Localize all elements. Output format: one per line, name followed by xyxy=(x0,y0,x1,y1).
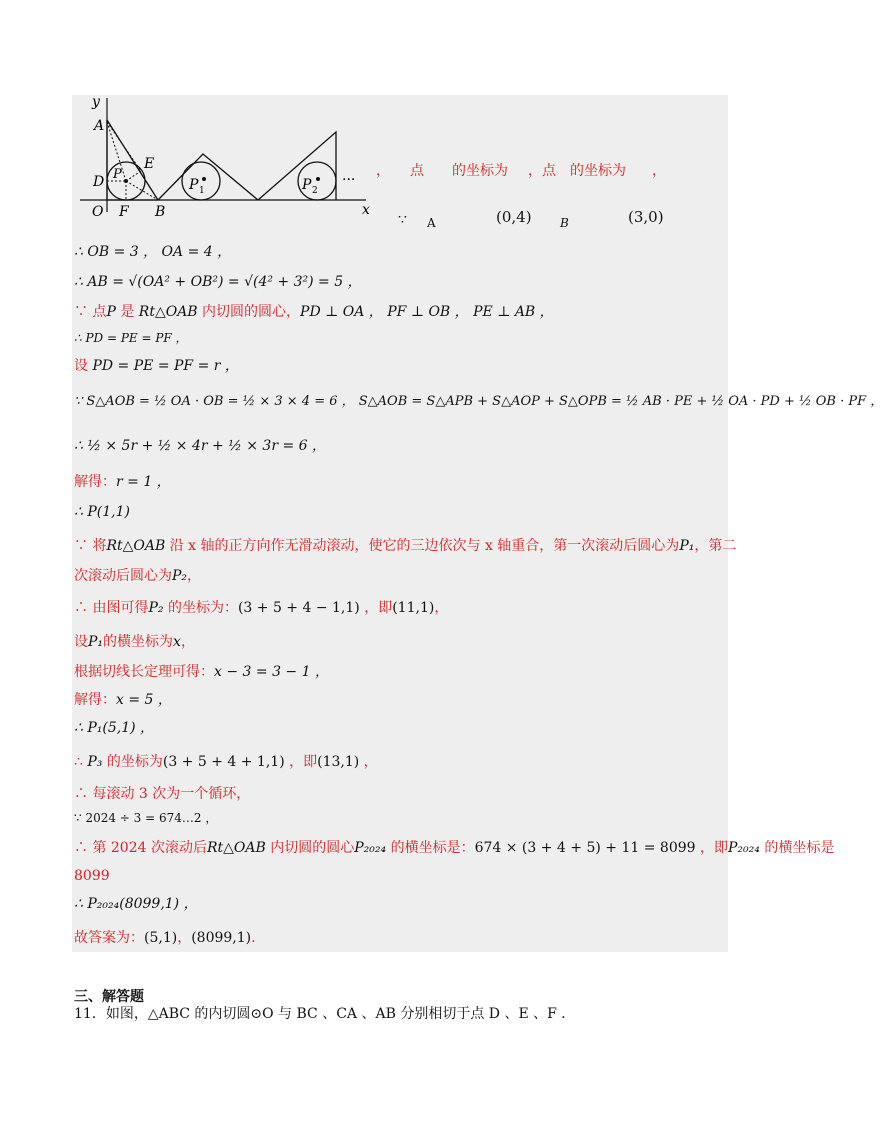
label-E: E xyxy=(144,156,155,172)
line-15-a: 解得： xyxy=(74,692,116,708)
coord-of-1: 的坐标为 xyxy=(452,163,508,179)
point-P xyxy=(124,179,128,183)
label-O: O xyxy=(92,204,104,220)
label-B: B xyxy=(155,204,166,220)
line-11 xyxy=(74,566,201,586)
line-20-b: Rt△OAB xyxy=(206,840,266,856)
line-8-a: 解得： xyxy=(74,474,116,490)
line-5 xyxy=(74,356,239,376)
label-x: x xyxy=(362,202,370,218)
line-17 xyxy=(74,752,378,772)
line-15 xyxy=(74,690,172,710)
word-dian-1: 点 xyxy=(410,163,424,179)
line-17-e: ，即 xyxy=(284,754,318,770)
line-3-c: 是 xyxy=(115,304,139,320)
line-17-c: 的坐标为 xyxy=(102,754,163,770)
line-12-g: ， xyxy=(434,600,449,616)
label-y: y xyxy=(92,94,100,110)
line-11-a: 次滚动后圆心为 xyxy=(74,568,172,584)
line-19: ∵ 2024 ÷ 3 = 674…2 ， xyxy=(74,811,218,825)
label-P1: P xyxy=(189,177,199,193)
line-20-a: ∴ 第 2024 次滚动后 xyxy=(74,840,207,856)
line-20-c: 内切圆的圆心 xyxy=(265,840,355,856)
comma-3: ， xyxy=(652,163,666,179)
line-12-f: (11,1) xyxy=(392,600,435,616)
line-16: ∴ P₁(5,1) ， xyxy=(74,720,155,736)
point-B-coord: (3,0) xyxy=(628,208,664,226)
label-P1-sub: 1 xyxy=(199,186,205,196)
comma-dian-2: ，点 xyxy=(528,163,556,179)
label-D: D xyxy=(93,174,105,190)
line-1: ∴ OB = 3 ， OA = 4 ， xyxy=(74,244,232,260)
line-13 xyxy=(74,632,195,652)
line-14-b: x − 3 = 3 − 1 ， xyxy=(214,664,329,680)
line-2: ∴ AB = √(OA² + OB²) = √(4² + 3²) = 5 ， xyxy=(74,274,362,290)
line-23-b: (5,1) xyxy=(144,930,178,946)
label-dots: ··· xyxy=(342,172,356,188)
line-20-d: P₂₀₂₄ xyxy=(354,840,387,856)
line-13-a: 设 xyxy=(74,634,88,650)
line-10-e: ，第二 xyxy=(694,538,737,554)
line-3-b: P xyxy=(106,304,116,320)
line-23-a: 故答案为： xyxy=(74,930,144,946)
line-17-g: ， xyxy=(359,754,378,770)
line-12-b: P₂ xyxy=(148,600,164,616)
point-A-label: A xyxy=(427,216,436,230)
line-10-d: P₁ xyxy=(679,538,695,554)
label-P: P xyxy=(113,167,122,182)
section-title: 三、解答题 xyxy=(74,989,144,1005)
line-22: ∴ P₂₀₂₄(8099,1) ， xyxy=(74,896,198,912)
line-23-d: (8099,1) xyxy=(191,930,252,946)
line-13-d: x xyxy=(173,634,181,650)
rolling-triangle-figure xyxy=(78,92,378,222)
line-20-i: 的横坐标是 xyxy=(759,840,835,856)
line-17-d: (3 + 5 + 4 + 1,1) xyxy=(162,754,285,770)
line-3-f: PD ⊥ OA ， PF ⊥ OB ， PE ⊥ AB ， xyxy=(300,304,554,320)
line-10-c: 沿 x 轴的正方向作无滑动滚动，使它的三边依次与 x 轴重合，第一次滚动后圆心为 xyxy=(165,538,680,554)
point-P2 xyxy=(316,177,320,181)
line-10-a: ∵ 将 xyxy=(74,538,107,554)
line-7: ∴ ½ × 5r + ½ × 4r + ½ × 3r = 6 ， xyxy=(74,438,327,454)
label-A: A xyxy=(94,118,105,134)
line-4: ∴ PD = PE = PF ， xyxy=(74,331,188,345)
because-symbol: ∵ xyxy=(398,212,407,228)
line-13-b: P₁ xyxy=(88,634,104,650)
line-13-c: 的横坐标为 xyxy=(103,634,174,650)
triangle-1 xyxy=(158,154,258,200)
comma-1: ， xyxy=(376,163,390,179)
line-12-e: ，即 xyxy=(359,600,393,616)
label-P2-sub: 2 xyxy=(312,186,318,196)
line-3-e: 内切圆的圆心， xyxy=(197,304,301,320)
line-18: ∴ 每滚动 3 次为一个循环， xyxy=(74,786,251,802)
line-20-e: 的横坐标是： xyxy=(386,840,475,856)
line-17-a: ∴ xyxy=(74,754,88,770)
line-3-d: Rt△OAB xyxy=(138,304,198,320)
line-13-e: ， xyxy=(180,634,195,650)
line-17-f: (13,1) xyxy=(317,754,360,770)
line-20-h: P₂₀₂₄ xyxy=(728,840,760,856)
line-3-a: ∵ 点 xyxy=(74,304,107,320)
line-3 xyxy=(74,302,554,322)
line-8-b: r = 1 ， xyxy=(116,474,171,490)
line-20-g: ，即 xyxy=(695,840,728,856)
line-6: ∵ S△AOB = ½ OA · OB = ½ × 3 × 4 = 6 ， S△AOB = S△APB + S△AOP + S△OPB = ½ AB · PE + ½ OA · PD + ½ OB · PF ， xyxy=(74,394,883,409)
line-12-c: 的坐标为： xyxy=(163,600,238,616)
line-23-e: . xyxy=(251,930,256,946)
triangle-2 xyxy=(258,132,336,200)
line-12-a: ∴ 由图可得 xyxy=(74,600,149,616)
point-B-label: B xyxy=(560,216,569,230)
line-23-c: ， xyxy=(177,930,192,946)
dash-AE xyxy=(107,122,141,171)
line-8 xyxy=(74,472,171,492)
line-11-c: ， xyxy=(187,568,202,584)
line-10-b: Rt△OAB xyxy=(106,538,166,554)
line-12 xyxy=(74,598,448,618)
line-5-a: 设 xyxy=(74,358,93,374)
label-P2: P xyxy=(302,177,312,193)
line-20-f: 674 × (3 + 4 + 5) + 11 = 8099 xyxy=(474,840,696,856)
line-21: 8099 xyxy=(74,868,110,884)
line-15-b: x = 5 ， xyxy=(116,692,172,708)
line-14 xyxy=(74,662,329,682)
line-14-a: 根据切线长定理可得： xyxy=(74,664,214,680)
coord-of-2: 的坐标为 xyxy=(570,163,626,179)
question-11: 11．如图，△ABC 的内切圆⊙O 与 BC 、CA 、AB 分别相切于点 D 、E 、F ． xyxy=(74,1006,576,1022)
point-P1 xyxy=(202,177,206,181)
line-11-b: P₂ xyxy=(172,568,188,584)
line-10 xyxy=(74,536,736,556)
line-23 xyxy=(74,928,256,948)
label-F: F xyxy=(119,204,129,220)
dash-PE xyxy=(126,171,141,181)
line-9: ∴ P(1,1) xyxy=(74,504,130,520)
point-A-coord: (0,4) xyxy=(496,208,532,226)
line-5-b: PD = PE = PF = r ， xyxy=(92,358,239,374)
line-17-b: P₃ xyxy=(87,754,103,770)
line-12-d: (3 + 5 + 4 − 1,1) xyxy=(237,600,360,616)
line-20 xyxy=(74,838,834,858)
